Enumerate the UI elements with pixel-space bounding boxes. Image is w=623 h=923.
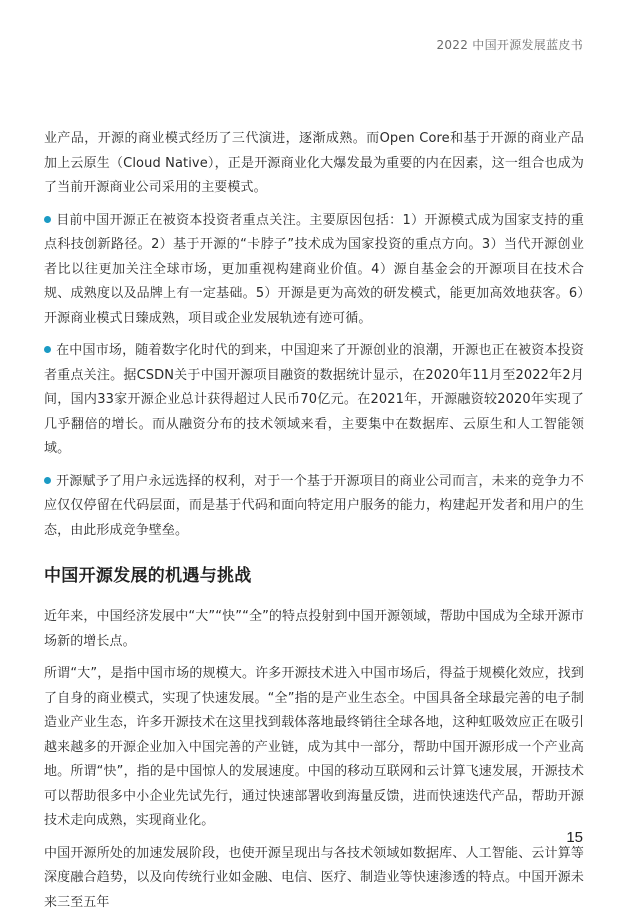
page-number: 15 (566, 829, 583, 846)
bullet-dot-icon (44, 477, 51, 484)
bullet-paragraph-competition (44, 470, 584, 544)
section-paragraph-overview: 近年来，中国经济发展中“大”“快”“全”的特点投射到中国开源领域，帮助中国成为全球开源市场新的增长点。 (44, 609, 584, 649)
bullet-dot-icon (44, 346, 51, 353)
bullet-text: 开源赋予了用户永远选择的权利，对于一个基于开源项目的商业公司而言，未来的竞争力不应仅仅停留在代码层面，而是基于代码和面向特定用户服务的能力，构建起开发者和用户的生态，由此形成竞争壁垒。 (44, 473, 584, 538)
page-content (44, 127, 584, 923)
running-header-title: 2022 中国开源发展蓝皮书 (436, 38, 583, 52)
section-paragraph-acceleration: 中国开源所处的加速发展阶段，也使开源呈现出与各技术领域如数据库、人工智能、云计算等深度融合趋势，以及向传统行业如金融、电信、医疗、制造业等快速渗透的特点。中国开源未来三至五年 (44, 845, 584, 910)
intro-paragraph: 业产品，开源的商业模式经历了三代演进，逐渐成熟。而Open Core和基于开源的商业产品加上云原生（Cloud Native），正是开源商业化大爆发最为重要的内在因素，这一组合也成为了当前开源商业公司采用的主要模式。 (44, 131, 584, 195)
section-paragraph-big-fast-full: 所谓“大”，是指中国市场的规模大。许多开源技术进入中国市场后，得益于规模化效应，找到了自身的商业模式，实现了快速发展。“全”指的是产业生态全。中国具备全球最完善的电子制造业产业生态，许多开源技术在这里找到载体落地最终销往全球各地，这种虹吸效应正在吸引越来越多的开源企业加入中国完善的产业链，成为其中一部分，帮助中国开源形成一个产业高地。所谓“快”，指的是中国惊人的发展速度。中国的移动互联网和云计算飞速发展，开源技术可以帮助很多中小企业先试先行，通过快速部署收到海量反馈，进而快速迭代产品，帮助开源技术走向成熟，实现商业化。 (44, 666, 584, 828)
bullet-text: 目前中国开源正在被资本投资者重点关注。主要原因包括：1）开源模式成为国家支持的重点科技创新路径。2）基于开源的“卡脖子”技术成为国家投资的重点方向。3）当代开源创业者比以往更加关注全球市场，更加重视构建商业价值。4）源自基金会的开源项目在技术合规、成熟度以及品牌上有一定基础。5）开源是更为高效的研发模式，能更加高效地获客。6）开源商业模式日臻成熟，项目或企业发展轨迹有迹可循。 (44, 212, 584, 326)
bullet-text: 在中国市场，随着数字化时代的到来，中国迎来了开源创业的浪潮，开源也正在被资本投资者重点关注。据CSDN关于中国开源项目融资的数据统计显示，在2020年11月至2022年2月间，国内33家开源企业总计获得超过人民币70亿元。在2021年，开源融资较2020年实现了几乎翻倍的增长。而从融资分布的技术领域来看，主要集中在数据库、云原生和人工智能领域。 (44, 343, 584, 456)
bullet-paragraph-investment (44, 209, 584, 332)
bullet-dot-icon (44, 216, 51, 223)
bullet-paragraph-market (44, 339, 584, 462)
section-title: 中国开源发展的机遇与挑战 (44, 566, 252, 586)
